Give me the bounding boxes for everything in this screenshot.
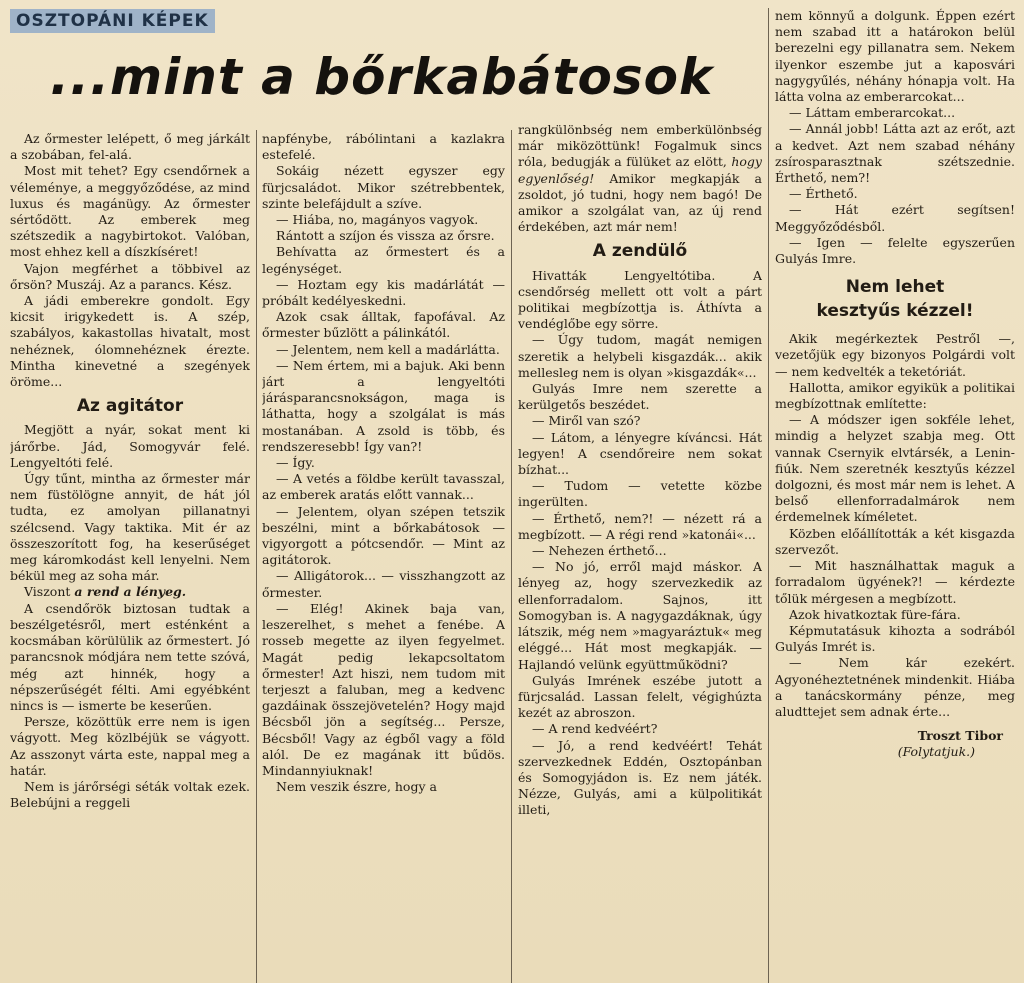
subheading-zendulo: A zendülő bbox=[592, 241, 688, 262]
paragraph: Vajon megférhet a többivel az őrsön? Muszáj. Az a parancs. Kész. bbox=[10, 260, 250, 292]
paragraph: Akik megérkeztek Pestről —, vezetőjük egy bizonyos Polgárdi volt — nem kedvelték a teketóriát. bbox=[775, 331, 1015, 379]
article-column-4 bbox=[775, 8, 1015, 983]
emphasis-text: hogy egyenlőség! bbox=[518, 154, 762, 186]
text-run: rangkülönbség nem emberkülönbség már miközöttünk! Fogalmuk sincs róla, bedugják a fülüket az elött, bbox=[518, 122, 762, 170]
paragraph: Hallotta, amikor egyikük a politikai megbízottnak említette: bbox=[775, 379, 1015, 412]
section-kicker: OSZTOPÁNI KÉPEK bbox=[10, 9, 215, 33]
paragraph: — Így. bbox=[276, 455, 315, 471]
paragraph: — Jelentem, olyan szépen tetszik beszélni, mint a bőrkabátosok — vigyorgott a pótcsendőr. — Mint az agitátorok. bbox=[262, 503, 505, 568]
paragraph: Sokáig nézett egyszer egy fürjcsaládot. Mikor szétrebbentek, szinte belefájdult a szíve. bbox=[262, 163, 505, 211]
emphasis-text: a rend a lényeg. bbox=[74, 584, 187, 600]
author-signature: Troszt Tibor bbox=[917, 728, 1003, 744]
paragraph: Az őrmester lelépett, ő meg járkált a szobában, fel-alá. bbox=[10, 131, 250, 163]
paragraph: Úgy tűnt, mintha az őrmester már nem füstölögne annyit, de hát jól tudta, ez amolyan pillanatnyi szélcsend. Vagy taktika. Mit ér az összeszorított fog, ha keserűséget meg káromkodást kell lenyelni. Nem békül meg az soha már. bbox=[10, 471, 250, 584]
article-column-3 bbox=[518, 122, 762, 983]
paragraph: — A vetés a földbe került tavasszal, az emberek aratás előtt vannak... bbox=[262, 471, 505, 503]
subheading-line: kesztyűs kézzel! bbox=[816, 301, 974, 322]
subheading-agitator: Az agitátor bbox=[76, 396, 184, 417]
paragraph: nem könnyű a dolgunk. Éppen ezért nem szabad itt a határokon belül berezelni egy pillanatra sem. Nekem ilyenkor eszembe jut a kaposvári nagygyűlés, néhány hónapja volt. Ha látta volna az emberarcokat... bbox=[775, 8, 1015, 105]
column-divider bbox=[511, 130, 512, 983]
paragraph: Persze, közöttük erre nem is igen vágyott. Meg közlbéjük se vágyott. Az asszonyt várta este, nappal meg a határ. bbox=[10, 714, 250, 778]
column-divider bbox=[256, 130, 257, 983]
article-headline: ...mint a bőrkabátosok bbox=[50, 48, 714, 106]
paragraph: Gulyás Imrének eszébe jutott a fürjcsalád. Lassan felelt, végighúzta kezét az abroszon. bbox=[518, 672, 762, 721]
text-run: Viszont bbox=[24, 584, 75, 600]
subheading-kesztyus bbox=[775, 275, 1015, 323]
paragraph: — Úgy tudom, magát nemigen szeretik a helybeli kisgazdák... akik mellesleg nem is olyan »kisgazdák«... bbox=[518, 332, 762, 380]
paragraph: Megjött a nyár, sokat ment ki járőrbe. Jád, Somogyvár felé. Lengyeltóti felé. bbox=[10, 422, 250, 470]
paragraph bbox=[10, 584, 250, 600]
paragraph: — Hoztam egy kis madárlátát — próbált kedélyeskedni. bbox=[262, 276, 505, 309]
paragraph: — Nehezen érthető... bbox=[532, 543, 667, 559]
continuation-note: (Folytatjuk.) bbox=[897, 744, 975, 760]
paragraph: — Hát ezért segítsen! Meggyőződésből. bbox=[775, 202, 1015, 234]
paragraph: A csendőrök biztosan tudtak a beszélgetésről, mert esténként a kocsmában körülülik az őrmestert. Jó parancsnok módjára nem tette szóvá, még azt hinnék, hogy a népszerűségét félti. Ami egyébként nincs is — ismerte be keserűen. bbox=[10, 600, 250, 713]
paragraph: — Igen — felelte egyszerűen Gulyás Imre. bbox=[775, 234, 1015, 267]
paragraph bbox=[518, 122, 762, 235]
paragraph: — Jó, a rend kedvéért! Tehát szervezkednek Eddén, Osztopánban és Somogyjádon is. Ez nem játék. Nézze, Gulyás, ami a külpolitikát illeti, bbox=[518, 737, 762, 818]
paragraph: — Elég! Akinek baja van, leszerelhet, s mehet a fenébe. A rosseb megette az ilyen fegyelmet. Magát pedig lekapcsoltatom őrmester! Azt hiszi, nem tudom mit terjeszt a faluban, meg a kedvenc gazdáinak összejövetelén? Hogy majd Bécsből jön a segítség... Persze, Bécsből! Vagy az égből vagy a föld alól. De ez magának itt bűdös. Mindannyiuknak! bbox=[262, 600, 505, 778]
paragraph: — Jelentem, nem kell a madárlátta. bbox=[276, 341, 500, 357]
text-run: Amikor megkapják a zsoldot, jó tudni, hogy nem bagó! De amikor a szolgálat van, az új rend érdekében, azt már nem! bbox=[518, 170, 762, 235]
paragraph: — A módszer igen sokféle lehet, mindig a helyzet szabja meg. Ott vannak Csernyik elvtársék, a Lenin-fiúk. Nem szeretnék kesztyűs kézzel dolgozni, és most már nem is lehet. A belső ellenforradalmárok nem érdemelnek kíméletet. bbox=[775, 412, 1015, 525]
subheading-line: Nem lehet bbox=[845, 277, 945, 298]
paragraph: — A rend kedvéért? bbox=[532, 721, 658, 737]
paragraph: Hivatták Lengyeltótiba. A csendőrség mellett ott volt a párt politikai megbízottja is. Áthívta a vendéglőbe egy sörre. bbox=[518, 267, 762, 332]
paragraph: — Miről van szó? bbox=[532, 413, 641, 429]
article-column-1 bbox=[10, 131, 250, 983]
paragraph: Azok hivatkoztak füre-fára. bbox=[789, 606, 961, 622]
article-column-2 bbox=[262, 131, 505, 983]
column-divider bbox=[768, 8, 769, 983]
paragraph: — Hiába, no, magányos vagyok. bbox=[276, 212, 479, 228]
paragraph: Azok csak álltak, fapofával. Az őrmester bűzlött a pálinkától. bbox=[262, 309, 505, 341]
paragraph: Képmutatásuk kihozta a sodrából Gulyás Imrét is. bbox=[775, 622, 1015, 655]
paragraph: Most mit tehet? Egy csendőrnek a véleménye, a meggyőződése, az mind luxus és magánügy. Az őrmester sértődött. Az emberek meg szétszedik a nagybirtokot. Valóban, most ehhez kell a díszkíséret! bbox=[10, 163, 250, 260]
paragraph: — Tudom — vetette közbe ingerülten. bbox=[518, 478, 762, 510]
paragraph: — Látom, a lényegre kíváncsi. Hát legyen! A csendőreire nem sokat bízhat... bbox=[518, 429, 762, 478]
paragraph: — Annál jobb! Látta azt az erőt, azt a kedvet. Azt nem szabad néhány zsírosparasztnak szétszednie. Érthető, nem?! bbox=[775, 121, 1015, 186]
paragraph: napfénybe, rábólintani a kazlakra estefelé. bbox=[262, 131, 505, 163]
paragraph: Rántott a szíjon és vissza az őrsre. bbox=[276, 228, 495, 244]
paragraph: — Mit használhattak maguk a forradalom ügyének?! — kérdezte tőlük mérgesen a megbízott. bbox=[775, 558, 1015, 606]
paragraph: Gulyás Imre nem szerette a kerülgetős beszédet. bbox=[518, 381, 762, 413]
paragraph: — Nem értem, mi a bajuk. Aki benn járt a lengyeltóti járásparancsnokságon, maga is láthatta, hogy a szolgálat is más mostanában. A zsold is több, és rendszeresebb! Így van?! bbox=[262, 357, 505, 454]
paragraph: Közben előállították a két kisgazda szervezőt. bbox=[775, 525, 1015, 557]
paragraph: — Láttam emberarcokat... bbox=[789, 105, 956, 121]
paragraph: — Érthető. bbox=[789, 186, 858, 202]
paragraph: A jádi emberekre gondolt. Egy kicsit irigykedett is. A szép, szabályos, kakastollas hivatalt, most nehéznek, ólomnehéznek érezte. Mintha kinevetné a szegények öröme... bbox=[10, 293, 250, 390]
paragraph: — Nem kár ezekért. Agyonéheztetnének mindenkit. Hiába a tanácskormány pénze, meg aludttejet sem adnak érte... bbox=[775, 655, 1015, 719]
paragraph: Behívatta az őrmestert és a legénységet. bbox=[262, 244, 505, 276]
paragraph: Nem veszik észre, hogy a bbox=[276, 779, 437, 795]
paragraph: Nem is járőrségi séták voltak ezek. Belebújni a reggeli bbox=[10, 778, 250, 811]
paragraph: — Érthető, nem?! — nézett rá a megbízott. — A régi rend »katonái«... bbox=[518, 510, 762, 542]
paragraph: — No jó, erről majd máskor. A lényeg az, hogy szervezkedik az ellenforradalom. Sajnos, itt Somogyban is. A nagygazdáknak, úgy látszik, még nem »magyaráztuk« meg eléggé... Hát most megkapják. — Hajlandó velünk együttműködni? bbox=[518, 559, 762, 672]
paragraph: — Alligátorok... — visszhangzott az őrmester. bbox=[262, 568, 505, 600]
